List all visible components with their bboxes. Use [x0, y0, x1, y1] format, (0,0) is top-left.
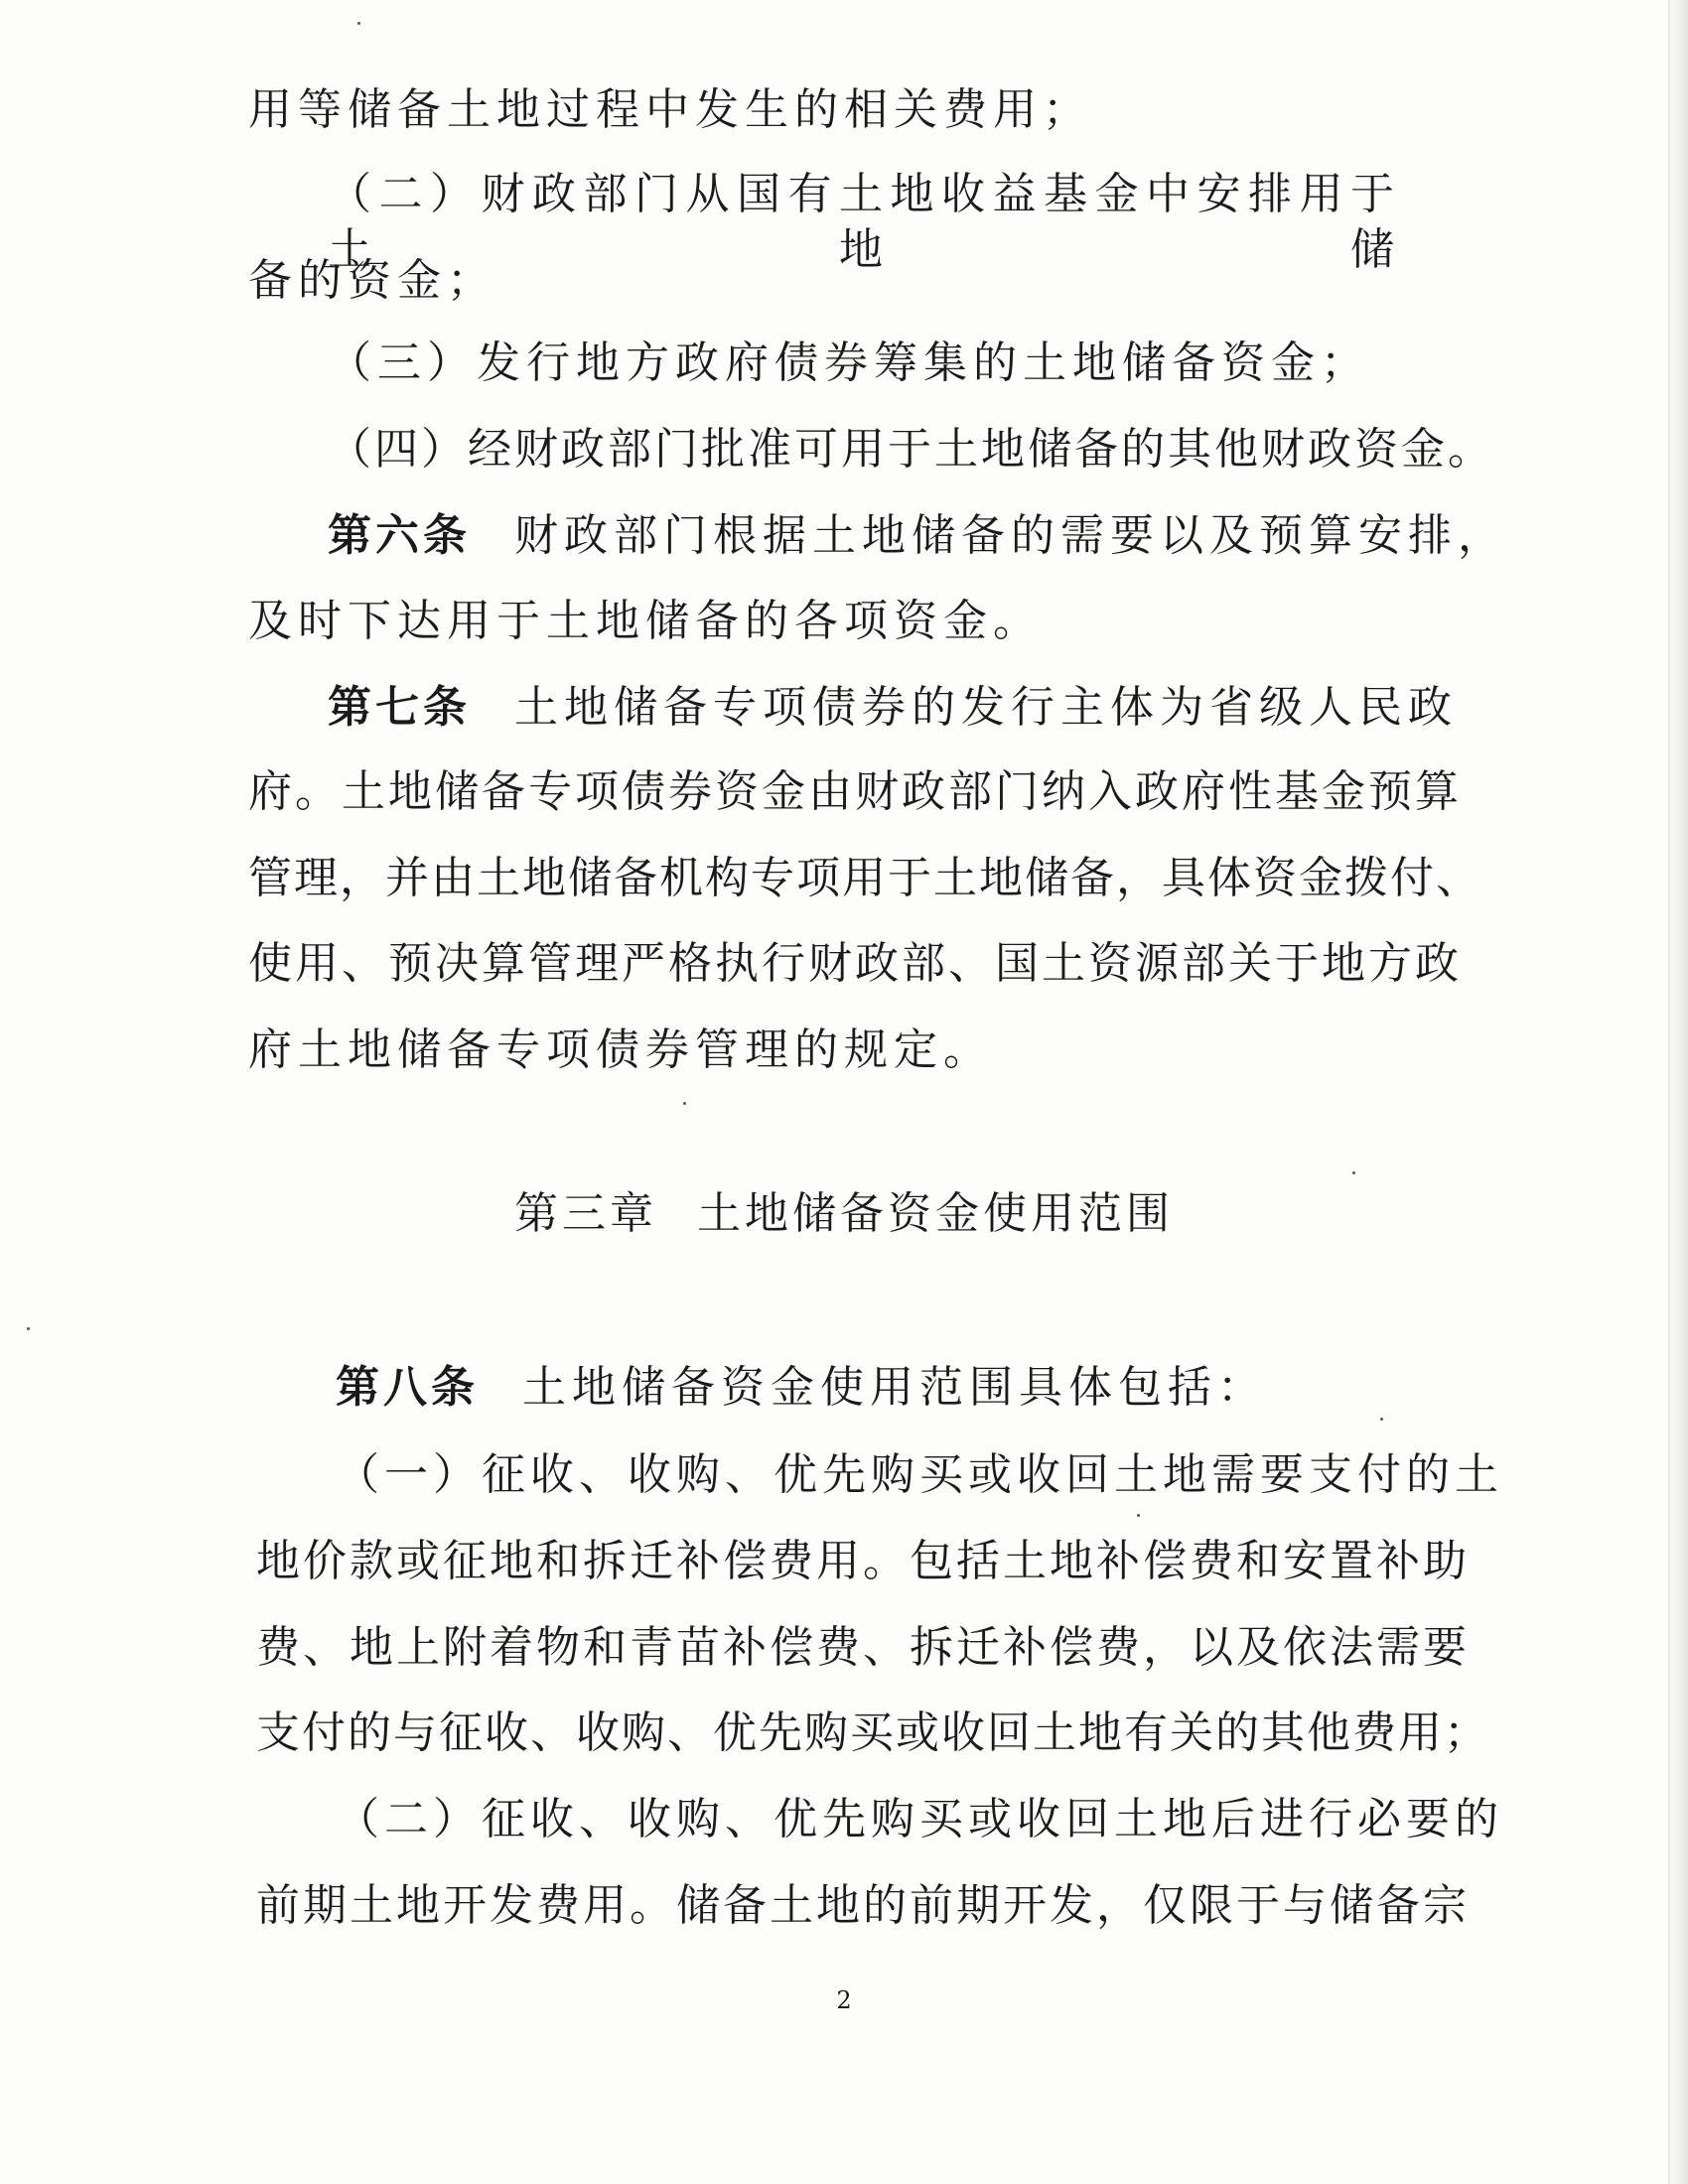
scan-edge-line	[1668, 0, 1670, 2184]
paragraph-line	[248, 1023, 1400, 1078]
article-line	[328, 680, 1479, 736]
line-text: 用等储备土地过程中发生的相关费用；	[248, 84, 1092, 135]
scan-speck	[357, 22, 360, 25]
scan-speck	[1380, 1418, 1383, 1421]
line-text: 财政部门根据土地储备的需要以及预算安排，	[514, 510, 1507, 561]
article-line	[328, 508, 1507, 564]
line-text: （二）财政部门从国有土地收益基金中安排用于土地储	[328, 169, 1400, 275]
paragraph-line	[248, 851, 1481, 906]
paragraph-line	[256, 1534, 1470, 1589]
line-text: 备的资金；	[248, 255, 496, 306]
line-text: 前期土地开发费用。储备土地的前期开发，仅限于与储备宗	[256, 1880, 1470, 1931]
list-item-line	[328, 336, 1479, 391]
line-text: 府土地储备专项债券管理的规定。	[248, 1024, 993, 1075]
paragraph-line	[256, 1878, 1470, 1934]
scan-speck	[1352, 1171, 1355, 1174]
list-item-line	[328, 422, 1494, 478]
line-text: 地价款或征地和拆迁补偿费用。包括土地补偿费和安置补助	[256, 1536, 1470, 1586]
paragraph-line	[248, 764, 1462, 820]
list-item-line	[248, 253, 1400, 309]
line-text: 府。土地储备专项债券资金由财政部门纳入政府性基金预算	[248, 766, 1462, 817]
chapter-title: 土地储备资金使用范围	[697, 1188, 1174, 1239]
article-label: 第七条	[328, 682, 471, 733]
line-text: 支付的与征收、收购、优先购买或收回土地有关的其他费用；	[256, 1707, 1489, 1758]
article-line	[336, 1360, 1487, 1416]
scan-speck	[27, 1327, 30, 1330]
line-text: （一）征收、收购、优先购买或收回土地需要支付的土	[336, 1449, 1503, 1500]
list-item-line	[336, 1447, 1503, 1503]
paragraph-line	[256, 1620, 1470, 1676]
line-text: 使用、预决算管理严格执行财政部、国土资源部关于地方政	[248, 938, 1462, 989]
line-text: （四）经财政部门批准可用于土地储备的其他财政资金。	[328, 424, 1494, 475]
chapter-heading	[0, 1186, 1688, 1242]
paragraph-line	[256, 1706, 1489, 1761]
paragraph-line	[248, 82, 1400, 138]
line-text: （二）征收、收购、优先购买或收回土地后进行必要的	[336, 1794, 1503, 1844]
paragraph-line	[248, 936, 1462, 992]
line-text: （三）发行地方政府债券筹集的土地储备资金；	[328, 338, 1370, 388]
line-text: 管理，并由土地储备机构专项用于土地储备，具体资金拨付、	[248, 853, 1481, 903]
line-text: 及时下达用于土地储备的各项资金。	[248, 596, 1043, 646]
scan-speck	[683, 1102, 686, 1105]
list-item-line	[336, 1792, 1503, 1847]
chapter-number: 第三章	[514, 1188, 657, 1239]
page-number: 2	[836, 1986, 852, 2014]
line-text: 费、地上附着物和青苗补偿费、拆迁补偿费，以及依法需要	[256, 1622, 1470, 1673]
scan-speck	[1137, 1514, 1140, 1517]
line-text: 土地储备资金使用范围具体包括：	[522, 1362, 1267, 1413]
article-label: 第六条	[328, 510, 471, 561]
paragraph-line	[248, 594, 1400, 649]
article-label: 第八条	[336, 1362, 479, 1413]
line-text: 土地储备专项债券的发行主体为省级人民政	[514, 682, 1458, 733]
